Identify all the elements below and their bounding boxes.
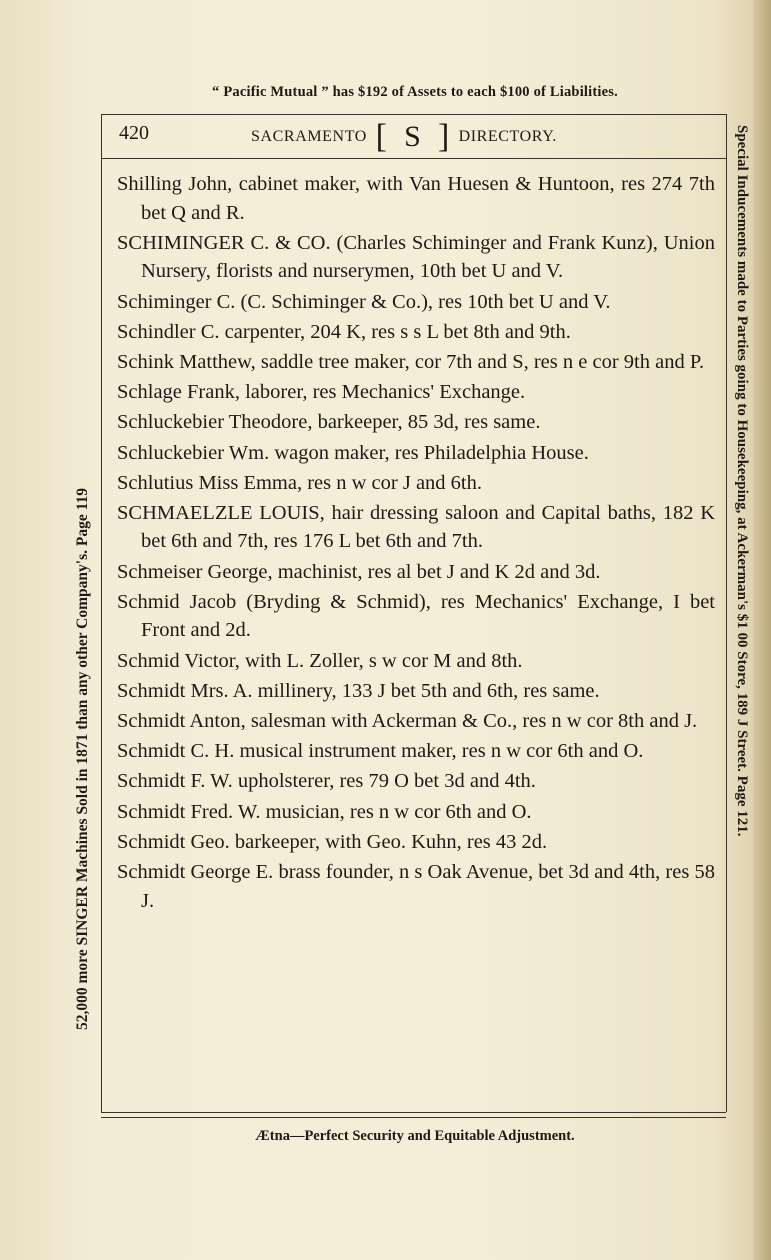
directory-entry: SCHMAELZLE LOUIS, hair dressing saloon and Capital baths, 182 K bet 6th and 7th, res 176 L bet 6th and 7th. — [117, 501, 715, 553]
head-title — [251, 118, 557, 156]
directory-entry: Schmidt Mrs. A. millinery, 133 J bet 5th and 6th, res same. — [117, 679, 600, 702]
directory-entry: Schmidt Fred. W. musician, res n w cor 6th and O. — [117, 800, 532, 823]
section-letter: S — [404, 120, 422, 153]
running-head — [101, 116, 725, 156]
directory-entry: Schlage Frank, laborer, res Mechanics' Exchange. — [117, 381, 526, 404]
head-city: SACRAMENTO — [251, 128, 367, 145]
bracket-close: ] — [438, 118, 450, 155]
head-rule — [101, 158, 726, 159]
directory-entry: Schmidt Anton, salesman with Ackerman & Co., res n w cor 8th and J. — [117, 710, 698, 732]
directory-entry: SCHIMINGER C. & CO. (Charles Schiminger and Frank Kunz), Union Nursery, florists and nurserymen, 10th bet U and V. — [117, 231, 715, 283]
book-spine-edge — [753, 0, 771, 1260]
directory-entry: Schmidt C. H. musical instrument maker, res n w cor 6th and O. — [117, 740, 644, 763]
directory-entry: Schlutius Miss Emma, res n w cor J and 6th. — [117, 471, 482, 494]
directory-entry: Shilling John, cabinet maker, with Van Huesen & Huntoon, res 274 7th bet Q and R. — [117, 173, 715, 224]
directory-entry: Schmidt Geo. barkeeper, with Geo. Kuhn, res 43 2d. — [117, 830, 548, 853]
directory-entry: Schmeiser George, machinist, res al bet J and K 2d and 3d. — [117, 560, 601, 583]
directory-entry: Schiminger C. (C. Schiminger & Co.), res 10th bet U and V. — [117, 290, 611, 313]
directory-entry: Schindler C. carpenter, 204 K, res s s L bet 8th and 9th. — [117, 320, 571, 343]
left-margin-text: 52,000 more SINGER Machines Sold in 1871 than any other Company's. Page 119 — [74, 488, 91, 1030]
right-margin-advertisement: Special Inducements made to Parties going to Housekeeping, at Ackerman's $1 00 Store, 189 J Street. Page 121. — [734, 125, 750, 837]
directory-entry: Schink Matthew, saddle tree maker, cor 7th and S, res n e cor 9th and P. — [117, 350, 705, 373]
frame-bottom-rule-inner — [101, 1117, 726, 1118]
page-number: 420 — [119, 122, 149, 144]
directory-entry: Schluckebier Wm. wagon maker, res Philadelphia House. — [117, 441, 589, 464]
head-directory: DIRECTORY. — [458, 128, 557, 145]
directory-entry: Schmid Victor, with L. Zoller, s w cor M and 8th. — [117, 649, 523, 672]
bracket-open: [ — [375, 118, 388, 155]
frame-bottom-rule — [101, 1112, 726, 1113]
top-advertisement: “ Pacific Mutual ” has $192 of Assets to each $100 of Liabilities. — [212, 84, 618, 100]
directory-entry: Schmidt F. W. upholsterer, res 79 O bet 3d and 4th. — [117, 770, 536, 793]
bottom-advertisement: Ætna—Perfect Security and Equitable Adjustment. — [255, 1128, 575, 1144]
directory-entry: Schmidt George E. brass founder, n s Oak Avenue, bet 3d and 4th, res 58 J. — [117, 860, 715, 912]
left-margin-advertisement — [74, 230, 96, 1030]
directory-entries — [117, 170, 715, 917]
directory-entry: Schluckebier Theodore, barkeeper, 85 3d, res same. — [117, 411, 541, 434]
directory-entry: Schmid Jacob (Bryding & Schmid), res Mechanics' Exchange, I bet Front and 2d. — [117, 590, 715, 642]
